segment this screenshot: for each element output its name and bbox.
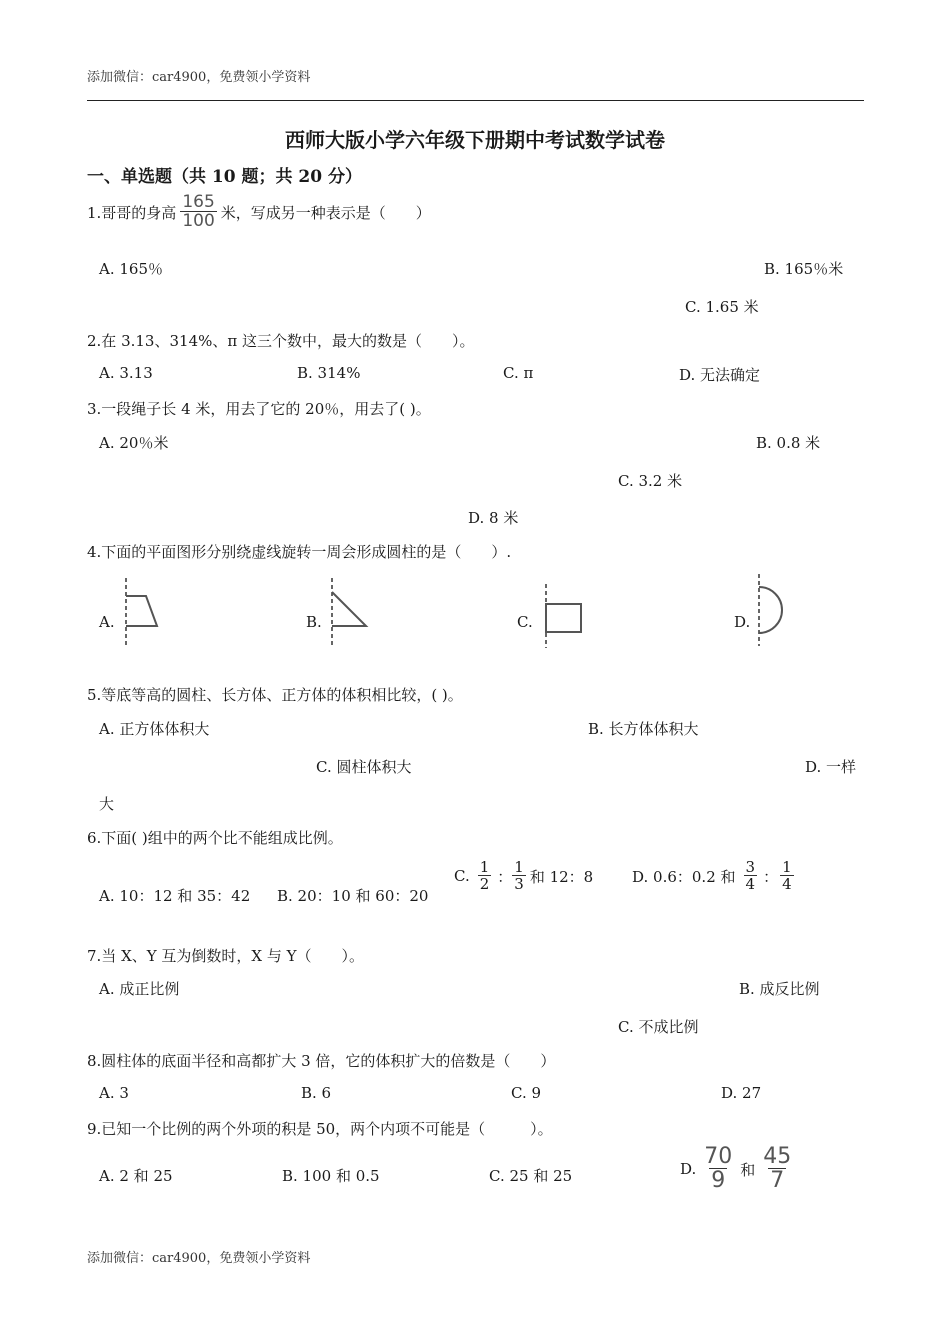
question-4: 4.下面的平面图形分别绕虚线旋转一周会形成圆柱的是（ ）. <box>87 543 512 561</box>
q4-option-b[interactable]: B. <box>306 613 322 631</box>
q9-option-c[interactable]: C. 25 和 25 <box>489 1167 573 1185</box>
q8-option-b[interactable]: B. 6 <box>301 1084 332 1102</box>
q8-option-c[interactable]: C. 9 <box>511 1084 542 1102</box>
q6-option-d[interactable] <box>632 860 796 892</box>
q3-option-b[interactable]: B. 0.8 米 <box>756 434 821 452</box>
q6-c-fraction-1 <box>478 860 492 892</box>
q6-d-colon: ： <box>763 867 779 886</box>
q6-c-frac1-den: 2 <box>479 875 490 893</box>
q1-option-a[interactable]: A. 165％ <box>99 260 163 278</box>
q6-c-fraction-2 <box>512 860 526 892</box>
q6-d-fraction-2 <box>780 860 794 892</box>
q9-d-frac1-den: 9 <box>711 1168 726 1193</box>
q7-option-c[interactable]: C. 不成比例 <box>618 1018 699 1036</box>
q6-c-label: C. <box>454 867 470 885</box>
q4-figure-a-trapezoid <box>118 578 164 646</box>
q6-c-colon: ： <box>497 867 513 886</box>
q6-d-fraction-1 <box>744 860 758 892</box>
q6-option-a[interactable]: A. 10：12 和 35：42 <box>99 887 251 905</box>
q1-frac-numerator: 165 <box>182 192 215 212</box>
q5-option-b[interactable]: B. 长方体体积大 <box>588 720 699 738</box>
q9-option-b[interactable]: B. 100 和 0.5 <box>282 1167 380 1185</box>
q6-c-frac2-den: 3 <box>514 875 524 893</box>
q2-option-c[interactable]: C. π <box>503 364 534 382</box>
header-rule <box>87 100 864 101</box>
q5-option-d-continued: 大 <box>99 795 115 813</box>
q1-text-post: 米，写成另一种表示是（ ） <box>220 203 431 222</box>
page-title: 西师大版小学六年级下册期中考试数学试卷 <box>285 128 665 152</box>
q1-option-b[interactable]: B. 165％米 <box>764 260 844 278</box>
q4-figure-c-rectangle <box>538 584 588 648</box>
q8-option-d[interactable]: D. 27 <box>721 1084 762 1102</box>
q6-c-frac2-num: 1 <box>514 858 524 876</box>
q4-figure-d-semicircle <box>751 574 791 646</box>
q6-c-post: 和 12：8 <box>529 867 594 886</box>
q9-d-label: D. <box>680 1160 697 1178</box>
q9-option-a[interactable]: A. 2 和 25 <box>99 1167 173 1185</box>
q5-option-a[interactable]: A. 正方体体积大 <box>99 720 210 738</box>
q1-frac-denominator: 100 <box>182 211 215 231</box>
q2-option-d[interactable]: D. 无法确定 <box>679 366 761 384</box>
q2-option-a[interactable]: A. 3.13 <box>99 364 153 382</box>
q5-option-c[interactable]: C. 圆柱体积大 <box>316 758 412 776</box>
q9-d-frac2-den: 7 <box>770 1168 785 1193</box>
q3-option-a[interactable]: A. 20％米 <box>99 434 169 452</box>
q4-figure-b-triangle <box>324 578 372 646</box>
q5-option-d[interactable]: D. 一样 <box>805 758 857 776</box>
q9-d-frac1-num: 70 <box>704 1144 733 1169</box>
q7-option-b[interactable]: B. 成反比例 <box>739 980 820 998</box>
header-note: 添加微信：car4900，免费领小学资料 <box>87 70 311 85</box>
q4-option-a[interactable]: A. <box>99 613 115 631</box>
q3-option-d[interactable]: D. 8 米 <box>468 509 519 527</box>
q9-d-fraction-1 <box>702 1146 734 1192</box>
q7-option-a[interactable]: A. 成正比例 <box>99 980 180 998</box>
q9-d-frac2-num: 45 <box>763 1144 792 1169</box>
q6-d-label: D. 0.6：0.2 和 <box>632 867 736 886</box>
q6-d-frac2-den: 4 <box>782 875 792 893</box>
question-9: 9.已知一个比例的两个外项的积是 50，两个内项不可能是（ ）。 <box>87 1120 553 1138</box>
question-2: 2.在 3.13、314%、π 这三个数中，最大的数是（ ）。 <box>87 332 475 350</box>
q9-d-fraction-2 <box>761 1146 793 1192</box>
question-7: 7.当 X、Y 互为倒数时，X 与 Y（ ）。 <box>87 947 365 965</box>
question-6: 6.下面( )组中的两个比不能组成比例。 <box>87 829 343 847</box>
footer-note: 添加微信：car4900，免费领小学资料 <box>87 1251 311 1266</box>
q1-option-c[interactable]: C. 1.65 米 <box>685 298 759 316</box>
section-heading: 一、单选题（共 10 题；共 20 分） <box>87 167 362 187</box>
question-5: 5.等底等高的圆柱、长方体、正方体的体积相比较，( )。 <box>87 686 463 704</box>
q8-option-a[interactable]: A. 3 <box>99 1084 129 1102</box>
q9-d-and: 和 <box>740 1160 756 1179</box>
q4-option-d[interactable]: D. <box>734 613 751 631</box>
question-8: 8.圆柱体的底面半径和高都扩大 3 倍，它的体积扩大的倍数是（ ） <box>87 1052 556 1070</box>
q6-c-frac1-num: 1 <box>479 858 490 876</box>
q3-option-c[interactable]: C. 3.2 米 <box>618 472 683 490</box>
q9-option-d[interactable] <box>680 1146 793 1192</box>
question-1 <box>87 194 431 230</box>
q6-option-c[interactable] <box>454 860 593 892</box>
q2-option-b[interactable]: B. 314% <box>297 364 361 382</box>
q6-d-frac1-den: 4 <box>745 875 756 893</box>
q1-fraction <box>180 194 216 230</box>
q4-option-c[interactable]: C. <box>517 613 533 631</box>
q6-option-b[interactable]: B. 20：10 和 60：20 <box>277 887 429 905</box>
q6-d-frac1-num: 3 <box>745 858 756 876</box>
question-3: 3.一段绳子长 4 米，用去了它的 20％，用去了( )。 <box>87 400 431 418</box>
q1-text-pre: 1.哥哥的身高 <box>87 203 177 222</box>
q6-d-frac2-num: 1 <box>782 858 792 876</box>
